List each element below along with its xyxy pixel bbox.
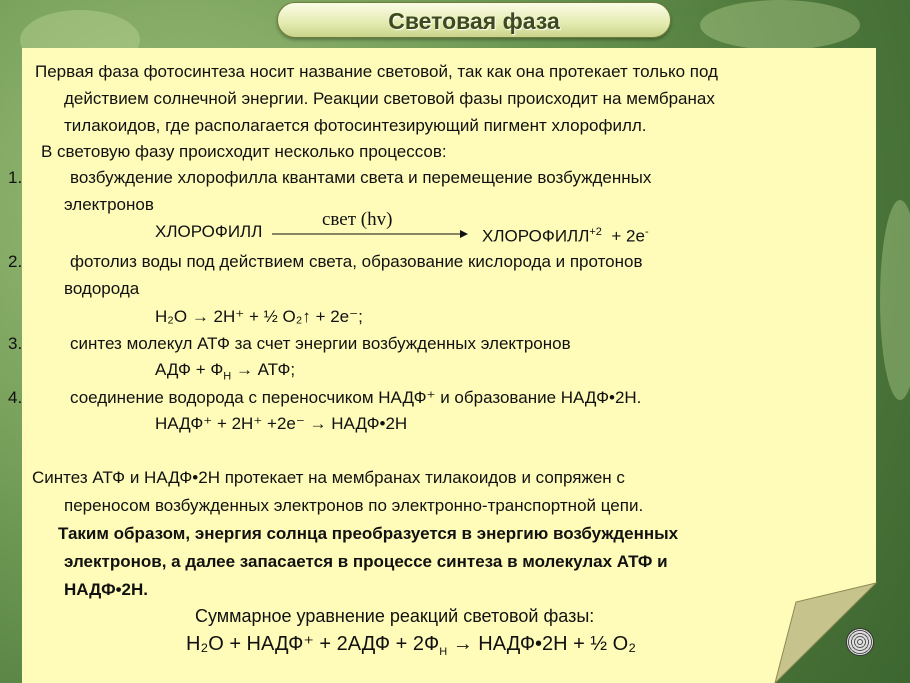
summary-label: Суммарное уравнение реакций световой фазы: [195,606,595,626]
summary-equation: H₂O + НАДФ⁺ + $2АДФ + 2Ф_Н$ → НАДФ•2Н + ½ O₂ [186,633,636,658]
conclusion-line: электронов, а далее запасается в процессе синтеза в молекулах АТФ и [64,552,668,571]
eq-sup: - [644,226,649,238]
equation-photolysis: H₂O → 2H⁺ + ½ O₂↑ + 2e⁻; [155,307,363,326]
reaction-arrow-icon [270,228,470,240]
item-text: фотолиз воды под действием света, образование кислорода и протонов [70,252,643,271]
intro-line: тилакоидов, где располагается фотосинтезирующий пигмент хлорофилл. [64,116,647,135]
intro-line: Первая фаза фотосинтеза носит название световой, так как она протекает только под [35,62,718,81]
conclusion-line: НАДФ•2Н. [64,580,148,599]
eq-left: ХЛОРОФИЛЛ [155,222,263,241]
item-number: 2. [8,252,23,271]
eq-tail: + 2e [611,226,645,246]
slide-title: Световая фаза [277,2,671,38]
processes-intro: В световую фазу происходит несколько процессов: [41,142,447,161]
synthesis-line: Синтез АТФ и НАДФ•2Н протекает на мембранах тилакоидов и сопряжен с [32,468,625,487]
item-number: 1. [8,168,23,187]
item-text: соединение водорода с переносчиком НАДФ⁺ и образование НАДФ•2Н. [70,388,642,407]
eq-right-text: ХЛОРОФИЛЛ [482,226,590,246]
equation-chlorophyll [155,221,262,243]
equation-atp: АДФ + $Ф_Н$ → АТФ; [155,360,296,383]
logo-icon[interactable] [846,628,874,656]
item-text: синтез молекул АТФ за счет энергии возбужденных электронов [70,334,571,353]
synthesis-line: переносом возбужденных электронов по электронно-транспортной цепи. [64,496,644,515]
conclusion-line: Таким образом, энергия солнца преобразуется в энергию возбужденных [58,524,679,543]
item-number: 4. [8,388,23,407]
item-number: 3. [8,334,23,353]
item-text: электронов [64,195,154,214]
eq-right [482,221,649,248]
item-text: возбуждение хлорофилла квантами света и перемещение возбужденных [70,168,652,187]
eq-sup: +2 [589,226,602,238]
item-text: водорода [64,279,140,298]
equation-nadp: НАДФ⁺ + 2Н⁺ +2e⁻ → НАДФ•2Н [155,414,408,433]
intro-line: действием солнечной энергии. Реакции световой фазы происходит на мембранах [64,89,715,108]
arrow-label: свет (hv) [322,209,393,230]
